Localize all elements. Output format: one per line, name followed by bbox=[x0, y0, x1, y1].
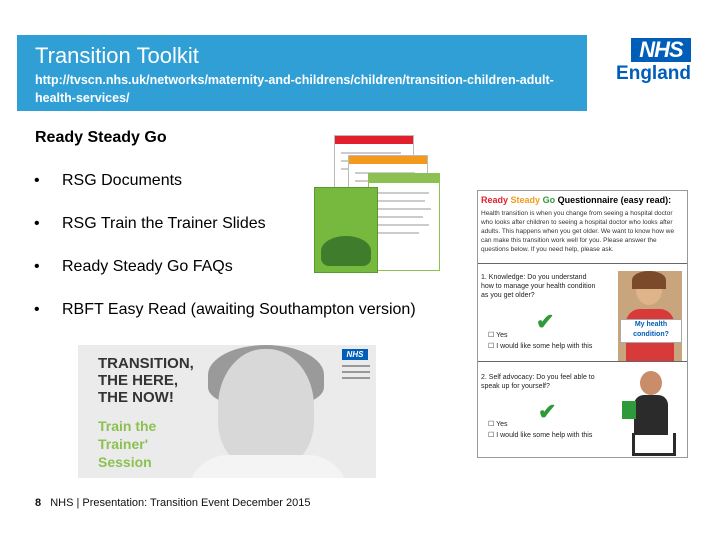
option-yes: ☐ Yes bbox=[488, 332, 508, 339]
bullet-icon: • bbox=[34, 301, 40, 318]
footer bbox=[35, 497, 310, 509]
rsg-documents-image bbox=[312, 135, 440, 273]
footer-text: NHS | Presentation: Transition Event December 2015 bbox=[50, 497, 311, 509]
toolkit-url[interactable]: http://tvscn.nhs.uk/networks/maternity-and-childrens/children/transition-children-adult-health-services/ bbox=[35, 73, 554, 105]
check-icon: ✔ bbox=[538, 399, 557, 424]
bullet-icon: • bbox=[34, 258, 40, 275]
mini-nhs-logo: NHS bbox=[342, 349, 368, 360]
nhs-logo-mark: NHS bbox=[631, 38, 691, 62]
page-number: 8 bbox=[35, 497, 42, 509]
title-banner bbox=[17, 35, 587, 111]
bullet-icon: • bbox=[34, 215, 40, 232]
question-knowledge: 1. Knowledge: Do you understand how to manage your health condition as you get older? bbox=[481, 274, 596, 299]
nhs-logo-region: England bbox=[616, 63, 691, 84]
trainer-headline: TRANSITION, THE HERE, THE NOW! bbox=[98, 355, 194, 406]
list-item-label: Ready Steady Go FAQs bbox=[62, 258, 233, 275]
question-self-advocacy: 2. Self advocacy: Do you feel able to speak up for yourself? bbox=[481, 374, 595, 390]
sign-text: My health condition? bbox=[620, 319, 682, 343]
section-heading: Ready Steady Go bbox=[35, 129, 167, 146]
list-item-label: RSG Documents bbox=[62, 172, 183, 189]
train-the-trainer-image bbox=[78, 345, 376, 478]
option-yes: ☐ Yes bbox=[488, 421, 508, 428]
check-icon: ✔ bbox=[536, 309, 555, 334]
trainer-subtitle: Train the Trainer' Session bbox=[98, 418, 157, 470]
list-item-label: RSG Train the Trainer Slides bbox=[62, 215, 266, 232]
photo-girl-with-sign bbox=[618, 271, 682, 361]
questionnaire-title: Ready Steady Go Questionnaire (easy read): bbox=[481, 195, 672, 205]
easy-read-questionnaire-image bbox=[477, 190, 688, 458]
option-help: ☐ I would like some help with this bbox=[488, 343, 593, 350]
list-item bbox=[34, 301, 416, 344]
portrait bbox=[218, 349, 314, 469]
questionnaire-intro: Health transition is when you change from seeing a hospital doctor who looks after children to seeing a hospital doctor who looks after adults. This happens when you get older. We want to know how we can make this transition work well for you. Please answer the questions below. If you need help, please ask. bbox=[481, 210, 675, 253]
divider bbox=[478, 263, 687, 264]
photo-woman-in-chair bbox=[628, 371, 674, 453]
page-title: Transition Toolkit bbox=[35, 43, 199, 68]
divider bbox=[478, 361, 687, 362]
list-item-label: RBFT Easy Read (awaiting Southampton version) bbox=[62, 301, 416, 318]
document-cover bbox=[314, 187, 378, 273]
option-help: ☐ I would like some help with this bbox=[488, 432, 593, 439]
bullet-icon: • bbox=[34, 172, 40, 189]
document-page bbox=[368, 173, 440, 271]
nhs-england-logo bbox=[617, 38, 691, 84]
